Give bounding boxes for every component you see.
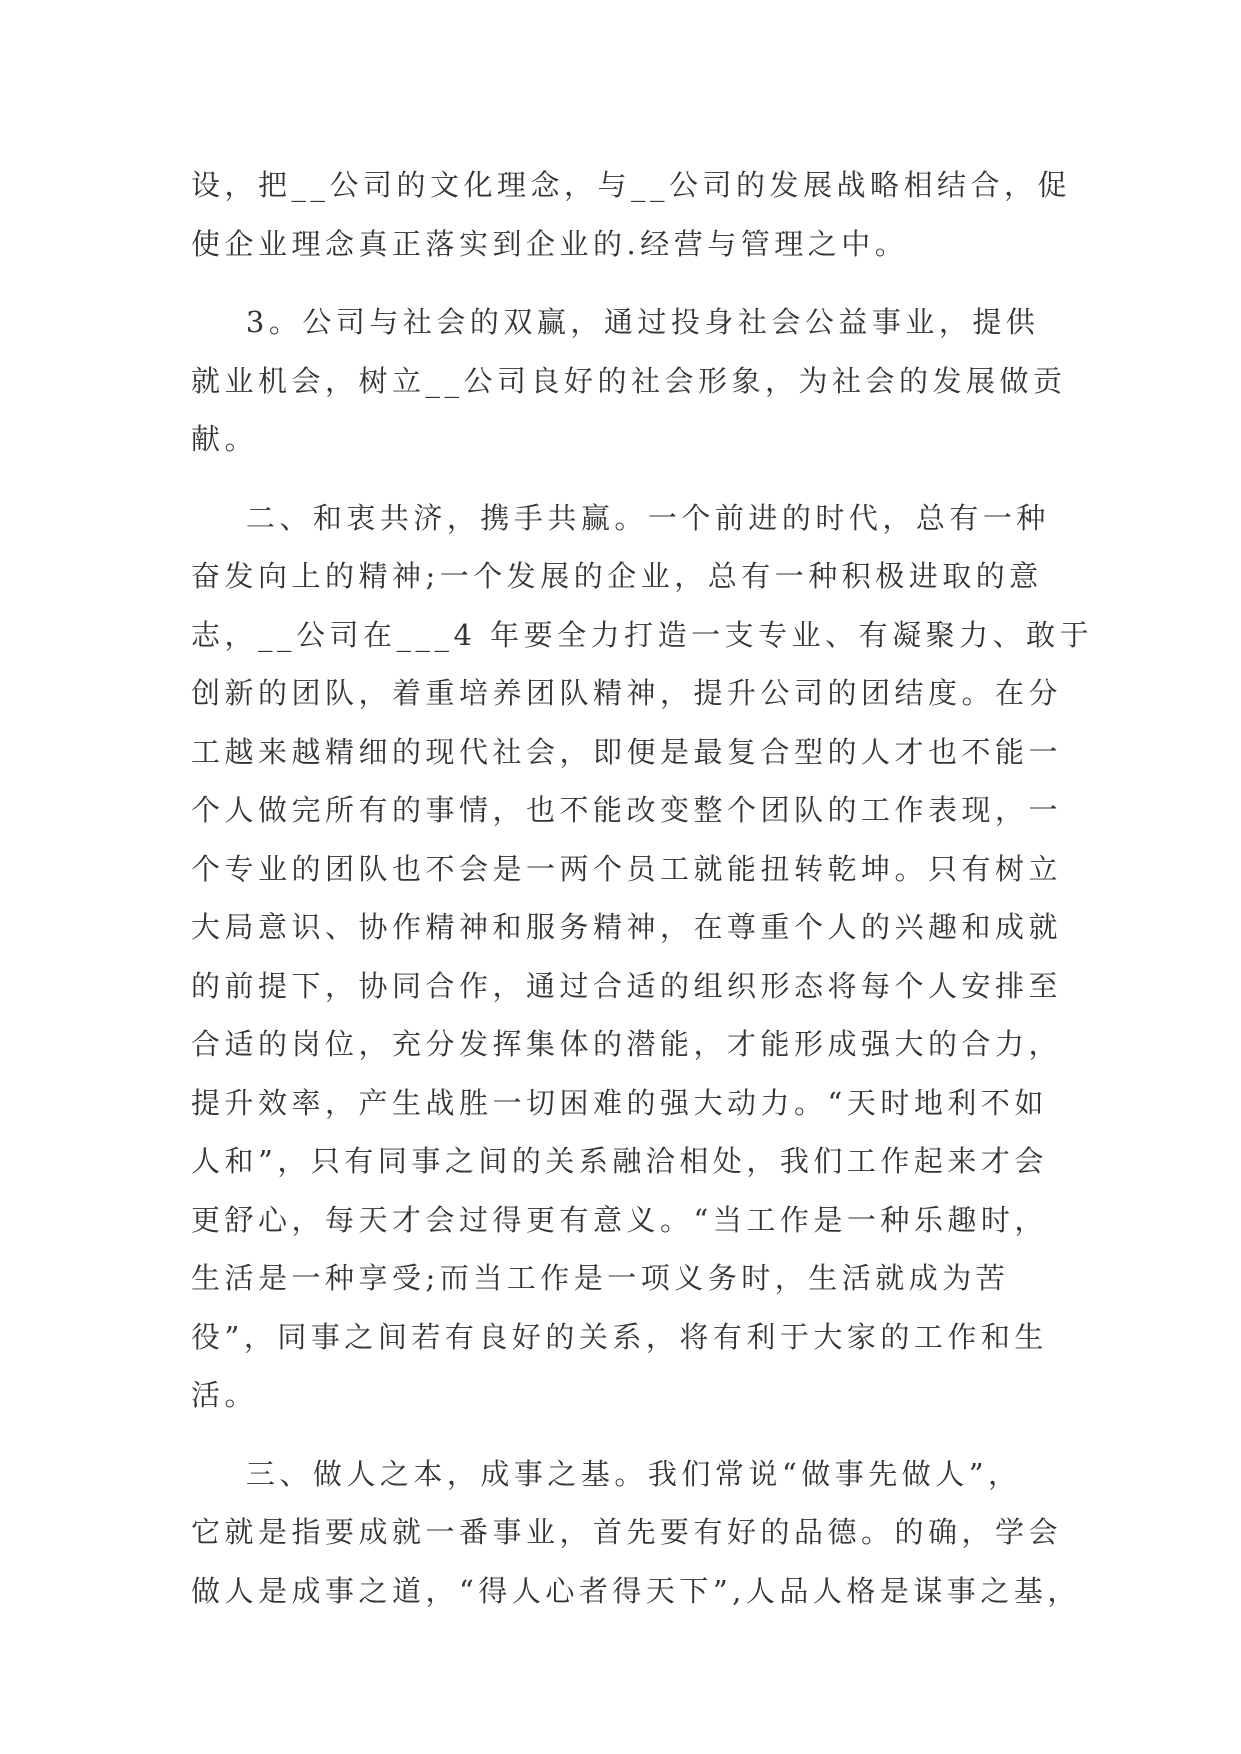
text-line: 个专业的团队也不会是一两个员工就能扭转乾坤。只有树立 — [191, 851, 1063, 886]
text-line: 人和”，只有同事之间的关系融洽相处，我们工作起来才会 — [191, 1144, 1048, 1178]
text-line: 活。 — [191, 1378, 259, 1412]
text-line: 合适的岗位，充分发挥集体的潜能，才能形成强大的合力， — [191, 1027, 1063, 1061]
text-line: 个人做完所有的事情，也不能改变整个团队的工作表现，一 — [191, 793, 1063, 827]
text-line: 提升效率，产生战胜一切困难的强大动力。“天时地利不如 — [191, 1085, 1048, 1120]
paragraph-4 — [191, 1445, 1081, 1621]
text-line: 的前提下，协同合作，通过合适的组织形态将每个人安排至 — [191, 968, 1063, 1003]
text-line: 就业机会，树立__公司良好的社会形象，为社会的发展做贡 — [191, 363, 1067, 398]
text-line: 献。 — [191, 422, 259, 456]
text-line: 生活是一种享受;而当工作是一项义务时，生活就成为苦 — [191, 1261, 1010, 1295]
text-line: 工越来越精细的现代社会，即便是最复合型的人才也不能一 — [191, 734, 1063, 769]
text-line: 三、做人之本，成事之基。我们常说“做事先做人”， — [191, 1456, 1022, 1491]
text-line: 创新的团队，着重培养团队精神，提升公司的团结度。在分 — [191, 676, 1063, 710]
paragraph-1 — [191, 156, 1072, 273]
text-line: 设，把__公司的文化理念，与__公司的发展战略相结合，促 — [191, 168, 1072, 202]
text-line: 奋发向上的精神;一个发展的企业，总有一种积极进取的意 — [191, 559, 1043, 593]
text-line: 大局意识、协作精神和服务精神，在尊重个人的兴趣和成就 — [191, 910, 1063, 944]
text-line: 3。公司与社会的双赢，通过投身社会公益事业，提供 — [191, 305, 1040, 339]
paragraph-2 — [191, 293, 1067, 469]
text-line: 二、和衷共济，携手共赢。一个前进的时代，总有一种 — [191, 500, 1050, 535]
text-line: 做人是成事之道，“得人心者得天下”,人品人格是谋事之基， — [191, 1573, 1081, 1608]
text-line: 更舒心，每天才会过得更有意义。“当工作是一种乐趣时， — [191, 1202, 1048, 1237]
text-line: 它就是指要成就一番事业，首先要有好的品德。的确，学会 — [191, 1515, 1063, 1549]
document-page — [191, 156, 1094, 1640]
paragraph-3 — [191, 489, 1094, 1425]
text-line: 志，__公司在___4 年要全力打造一支专业、有凝聚力、敢于 — [191, 617, 1094, 652]
text-line: 使企业理念真正落实到企业的.经营与管理之中。 — [191, 226, 909, 261]
text-line: 役”，同事之间若有良好的关系，将有利于大家的工作和生 — [191, 1319, 1048, 1354]
